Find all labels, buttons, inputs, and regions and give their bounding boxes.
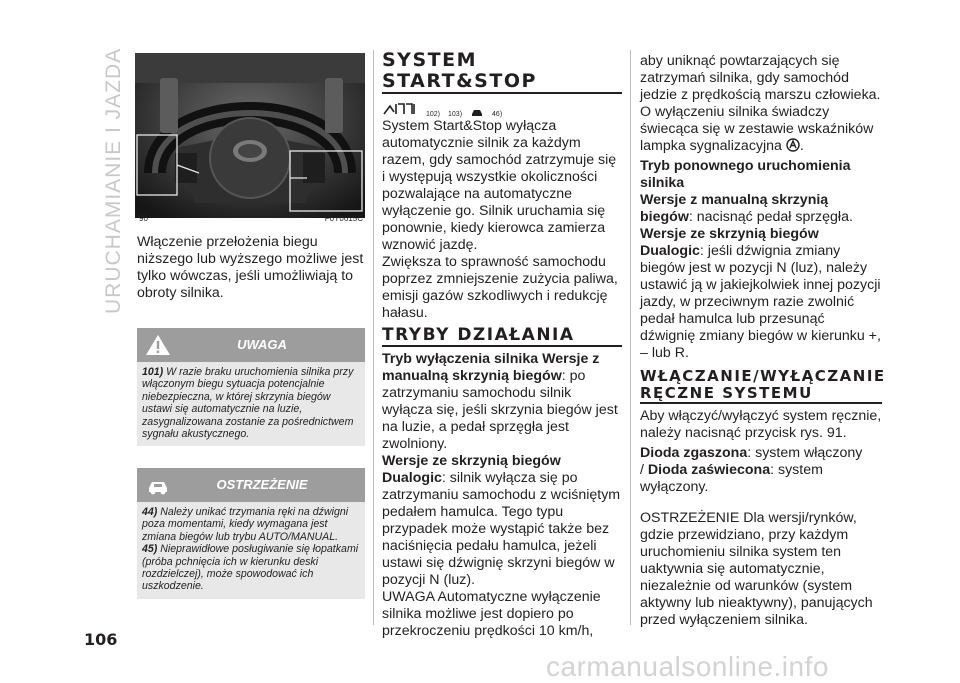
ostrzezenie-title: OSTRZEŻENIE <box>216 477 308 492</box>
watermark: carmanualsonline.info <box>546 651 829 682</box>
col3-p3: Aby włączyć/wyłączyć system ręcznie, należy nacisnąć przycisk rys. 91. <box>640 408 882 441</box>
col1-intro: Włączenie przełożenia biegu niższego lub wyższego możliwe jest tylko wówczas, jeśli umożliwiają to obroty silnika. <box>137 234 364 301</box>
start-stop-warning-lamp-icon <box>786 138 800 152</box>
col2-sub2-paragraph: Wersje ze skrzynią biegów Dualogic: silnik wyłącza się po zatrzymaniu samochodu z wciśniętym pedałem hamulca. Tego typu przypadek może wystąpić także bez naciśnięcia pedału hamulca, jeżeli ustawi się dźwignię skrzyni biegów w pozycji N (luz). <box>382 453 621 588</box>
figure-number: 90 <box>139 214 148 223</box>
col3-p1: aby uniknąć powtarzających się zatrzymań silnika, gdy samochód jedzie z prędkością marszu człowieka. <box>640 53 881 103</box>
section-side-tab: URUCHAMIANIE I JAZDA <box>102 47 125 314</box>
column-divider <box>373 50 374 625</box>
col3-p2: O wyłączeniu silnika świadczy świecąca się w zestawie wskaźników lampka sygnalizacyjna . <box>640 104 874 154</box>
col2-sub1-paragraph: Tryb wyłączenia silnika Wersje z manualną skrzynią biegów: po zatrzymaniu samochodu silnik wyłącza się, jeśli skrzynia biegów jest na luzie, a pedał sprzęgła jest zwolniony. <box>382 351 618 452</box>
reference-icons: 102) 103) 46) <box>382 98 622 118</box>
uwaga-title: UWAGA <box>237 337 287 352</box>
col3-sub1-paragraph: Wersje z manualną skrzynią biegów: nacisnąć pedał sprzęgła. <box>640 192 853 225</box>
wlaczanie-heading: WŁĄCZANIE/WYŁĄCZANIE RĘCZNE SYSTEMU <box>640 367 886 402</box>
car-caution-icon <box>470 106 484 118</box>
col3-p4: OSTRZEŻENIE Dla wersji/rynków, gdzie przewidziano, przy każdym uruchomieniu silnika system ten uaktywnia się automatycznie, niezależnie od warunków (system aktywny lub nieaktywny), panujących przed wyłączeniem silnika. <box>640 510 873 628</box>
page-number: 106 <box>84 630 118 649</box>
ostrzezenie-box <box>137 468 365 599</box>
engine-start-icon <box>382 100 418 118</box>
col2 <box>382 50 622 640</box>
uwaga-ref: 101) <box>142 366 164 378</box>
tryb-ponownego-heading: Tryb ponownego uruchomienia silnika <box>640 158 851 191</box>
col3 <box>640 53 886 629</box>
col3-sub2-paragraph: Wersje ze skrzynią biegów Dualogic: jeśli dźwignia zmiany biegów jest w pozycji N (luz), należy ustawić ją w jakiejkolwiek innej pozycji jazdy, w przeciwnym razie zwolnić pedał hamulca lub przesunąć dźwignię zmiany biegów w kierunku +, – lub R. <box>640 226 881 361</box>
steering-wheel-figure <box>135 53 365 218</box>
system-startstop-heading: SYSTEM START&STOP <box>382 49 537 92</box>
column-divider <box>630 50 631 625</box>
figure-code: F0Y0615C <box>324 214 363 223</box>
col2-p2: Zwiększa to sprawność samochodu poprzez zmniejszenie zużycia paliwa, emisji gazów szkodliwych i redukcję hałasu. <box>382 254 618 321</box>
ostrzezenie-item: 45) Nieprawidłowe posługiwanie się łopatkami (próba pchnięcia ich w kierunku deski rozdzielczej), może spowodować ich uszkodzenie. <box>142 543 359 593</box>
tryby-heading: TRYBY DZIAŁANIA <box>382 325 575 345</box>
ostrzezenie-item: 44) Należy unikać trzymania ręki na dźwigni poza momentami, kiedy wymagana jest zmiana biegów lub trybu AUTO/MANUAL. <box>142 506 349 543</box>
uwaga-box <box>137 328 365 446</box>
col2-p3: UWAGA Automatyczne wyłączenie silnika możliwe jest dopiero po przekroczeniu prędkości 10 km/h, <box>382 589 601 639</box>
col2-p1: System Start&Stop wyłącza automatycznie silnik za każdym razem, gdy samochód zatrzymuje się i występują wszystkie okoliczności pozwalające na automatyczne wyłączenie go. Silnik uruchamia się ponownie, kiedy kierowca zamierza wznowić jazdę. <box>382 118 617 253</box>
uwaga-text: W razie braku uruchomienia silnika przy włączonym biegu sytuacja potencjalnie niebezpieczna, w której skrzynia biegów ustawi się automatycznie na luzie, zasygnalizowana zostanie za pośrednictwem sygnału akustycznego. <box>142 366 354 441</box>
col3-dioda-paragraph: Dioda zgaszona: system włączony / Dioda zaświecona: system wyłączony. <box>640 445 863 495</box>
